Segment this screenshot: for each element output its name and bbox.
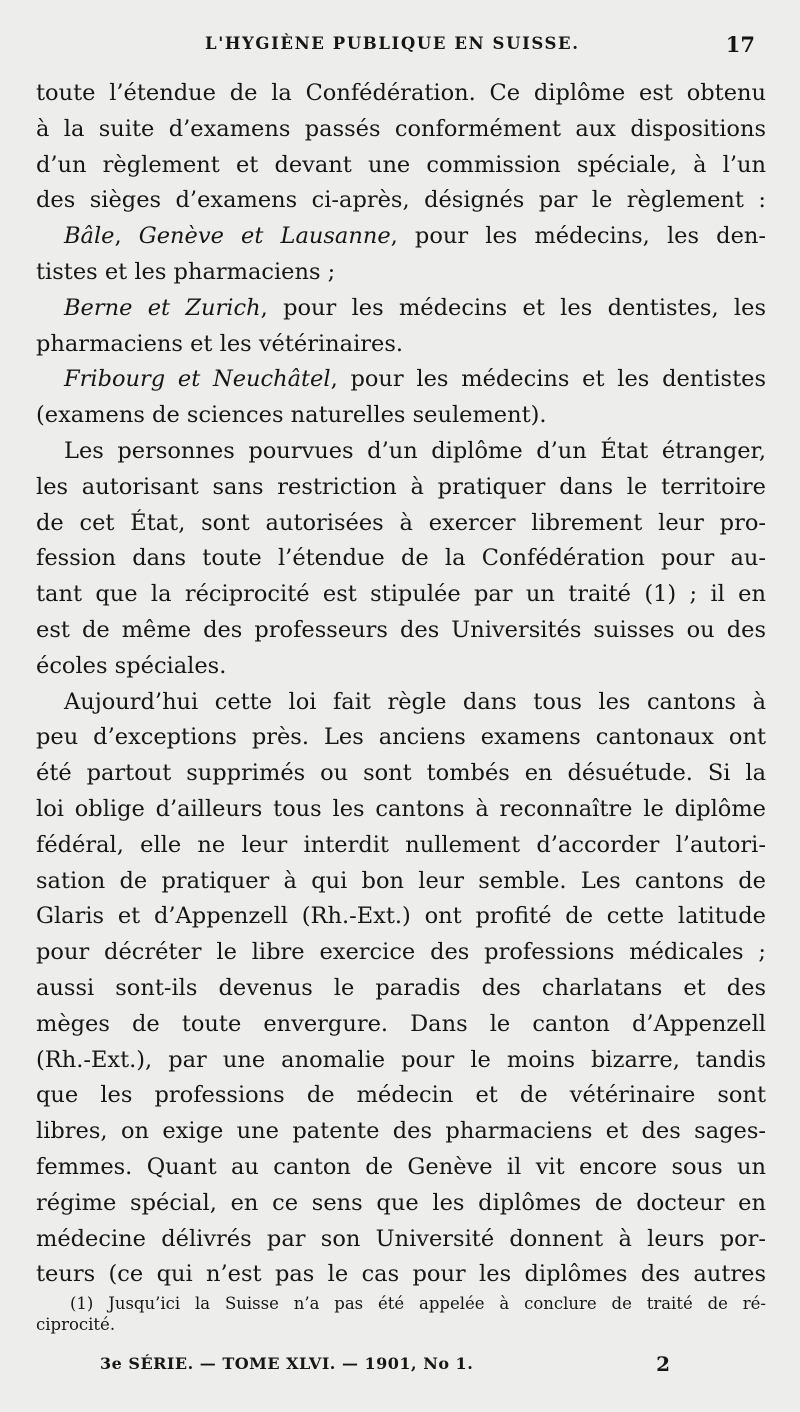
text-segment: femmes. Quant au canton de Genève il vit encore sous un bbox=[36, 1153, 766, 1180]
text-line bbox=[36, 112, 766, 148]
text-segment: loi oblige d’ailleurs tous les cantons à reconnaître le diplôme bbox=[36, 795, 766, 822]
text-line bbox=[36, 183, 766, 219]
text-segment: , pour les médecins et les dentistes, les bbox=[260, 294, 766, 321]
text-line bbox=[36, 577, 766, 613]
text-segment: est de même des professeurs des Universités suisses ou des bbox=[36, 616, 766, 643]
body-text bbox=[36, 76, 766, 1293]
text-segment: sation de pratiquer à qui bon leur semble. Les cantons de bbox=[36, 867, 766, 894]
footnote bbox=[36, 1293, 766, 1335]
text-line bbox=[36, 1078, 766, 1114]
text-segment: médecine délivrés par son Université donnent à leurs por- bbox=[36, 1225, 766, 1252]
text-segment: pour décréter le libre exercice des professions médicales ; bbox=[36, 939, 766, 966]
italic-place-names: Bâle bbox=[64, 223, 115, 250]
text-segment: que les professions de médecin et de vétérinaire sont bbox=[36, 1082, 766, 1109]
text-segment: pharmaciens et les vétérinaires. bbox=[36, 330, 404, 357]
text-segment: tistes et les pharmaciens ; bbox=[36, 258, 336, 285]
text-segment: fédéral, elle ne leur interdit nullement d’accorder l’autori- bbox=[36, 831, 766, 858]
text-segment: tant que la réciprocité est stipulée par un traité (1) ; il en bbox=[36, 581, 766, 608]
text-line bbox=[36, 434, 766, 470]
text-line bbox=[36, 1257, 766, 1293]
text-line bbox=[36, 864, 766, 900]
page-header bbox=[205, 34, 765, 64]
text-line bbox=[36, 613, 766, 649]
text-segment: , bbox=[114, 223, 139, 250]
text-line bbox=[36, 1150, 766, 1186]
text-segment: de cet État, sont autorisées à exercer librement leur pro- bbox=[36, 509, 766, 536]
text-segment: régime spécial, en ce sens que les diplômes de docteur en bbox=[36, 1189, 766, 1216]
text-segment: Glaris et d’Appenzell (Rh.-Ext.) ont profité de cette latitude bbox=[36, 903, 766, 930]
signature-number: 2 bbox=[656, 1352, 670, 1376]
signature-line bbox=[100, 1354, 670, 1378]
text-line bbox=[36, 935, 766, 971]
text-line bbox=[36, 148, 766, 184]
text-segment: été partout supprimés ou sont tombés en désuétude. Si la bbox=[36, 760, 766, 787]
italic-place-names: Fribourg et Neuchâtel bbox=[64, 366, 331, 393]
text-line bbox=[36, 720, 766, 756]
text-segment: (Rh.-Ext.), par une anomalie pour le moins bizarre, tandis bbox=[36, 1046, 766, 1073]
text-line bbox=[36, 506, 766, 542]
text-segment: des sièges d’examens ci-après, désignés par le règlement : bbox=[36, 187, 766, 214]
text-line bbox=[36, 255, 766, 291]
page-number: 17 bbox=[725, 32, 755, 57]
text-line bbox=[36, 1007, 766, 1043]
text-segment: d’un règlement et devant une commission spéciale, à l’un bbox=[36, 151, 766, 178]
text-line bbox=[36, 470, 766, 506]
text-line bbox=[36, 649, 766, 685]
text-line bbox=[36, 541, 766, 577]
text-line bbox=[36, 1114, 766, 1150]
text-line bbox=[36, 327, 766, 363]
text-segment: à la suite d’examens passés conformément aux dispositions bbox=[36, 115, 766, 142]
text-line bbox=[36, 362, 766, 398]
text-line bbox=[36, 1222, 766, 1258]
text-segment: Aujourd’hui cette loi fait règle dans tous les cantons à bbox=[64, 688, 766, 715]
text-segment: libres, on exige une patente des pharmaciens et des sages- bbox=[36, 1118, 766, 1145]
text-line bbox=[36, 756, 766, 792]
text-segment: aussi sont-ils devenus le paradis des charlatans et des bbox=[36, 974, 766, 1001]
text-segment: les autorisant sans restriction à pratiquer dans le territoire bbox=[36, 473, 766, 500]
footnote-line: (1) Jusqu’ici la Suisse n’a pas été appelée à conclure de traité de ré- bbox=[70, 1294, 766, 1313]
text-segment: teurs (ce qui n’est pas le cas pour les diplômes des autres bbox=[36, 1261, 766, 1288]
text-line bbox=[36, 1186, 766, 1222]
text-line bbox=[36, 291, 766, 327]
text-segment: écoles spéciales. bbox=[36, 652, 227, 679]
text-line bbox=[36, 792, 766, 828]
text-line bbox=[36, 398, 766, 434]
text-segment: , pour les médecins et les dentistes bbox=[330, 366, 766, 393]
text-segment: Les personnes pourvues d’un diplôme d’un État étranger, bbox=[64, 437, 766, 464]
text-line bbox=[36, 828, 766, 864]
text-line bbox=[36, 219, 766, 255]
text-line bbox=[36, 971, 766, 1007]
text-segment: (examens de sciences naturelles seulement). bbox=[36, 402, 547, 429]
text-segment: toute l’étendue de la Confédération. Ce diplôme est obtenu bbox=[36, 80, 766, 106]
text-segment: peu d’exceptions près. Les anciens examens cantonaux ont bbox=[36, 724, 766, 751]
text-segment: mèges de toute envergure. Dans le canton d’Appenzell bbox=[36, 1010, 766, 1037]
footnote-line: ciprocité. bbox=[36, 1315, 116, 1334]
text-line bbox=[36, 685, 766, 721]
italic-place-names: Genève et Lausanne bbox=[138, 223, 391, 250]
text-segment: fession dans toute l’étendue de la Confédération pour au- bbox=[36, 545, 766, 572]
text-line bbox=[36, 1043, 766, 1079]
text-line bbox=[36, 899, 766, 935]
text-line bbox=[36, 76, 766, 112]
signature-text: 3e SÉRIE. — TOME XLVI. — 1901, No 1. bbox=[100, 1354, 474, 1373]
running-title: L'HYGIÈNE PUBLIQUE EN SUISSE. bbox=[205, 34, 580, 53]
text-segment: , pour les médecins, les den- bbox=[390, 223, 766, 250]
italic-place-names: Berne et Zurich bbox=[64, 294, 261, 321]
